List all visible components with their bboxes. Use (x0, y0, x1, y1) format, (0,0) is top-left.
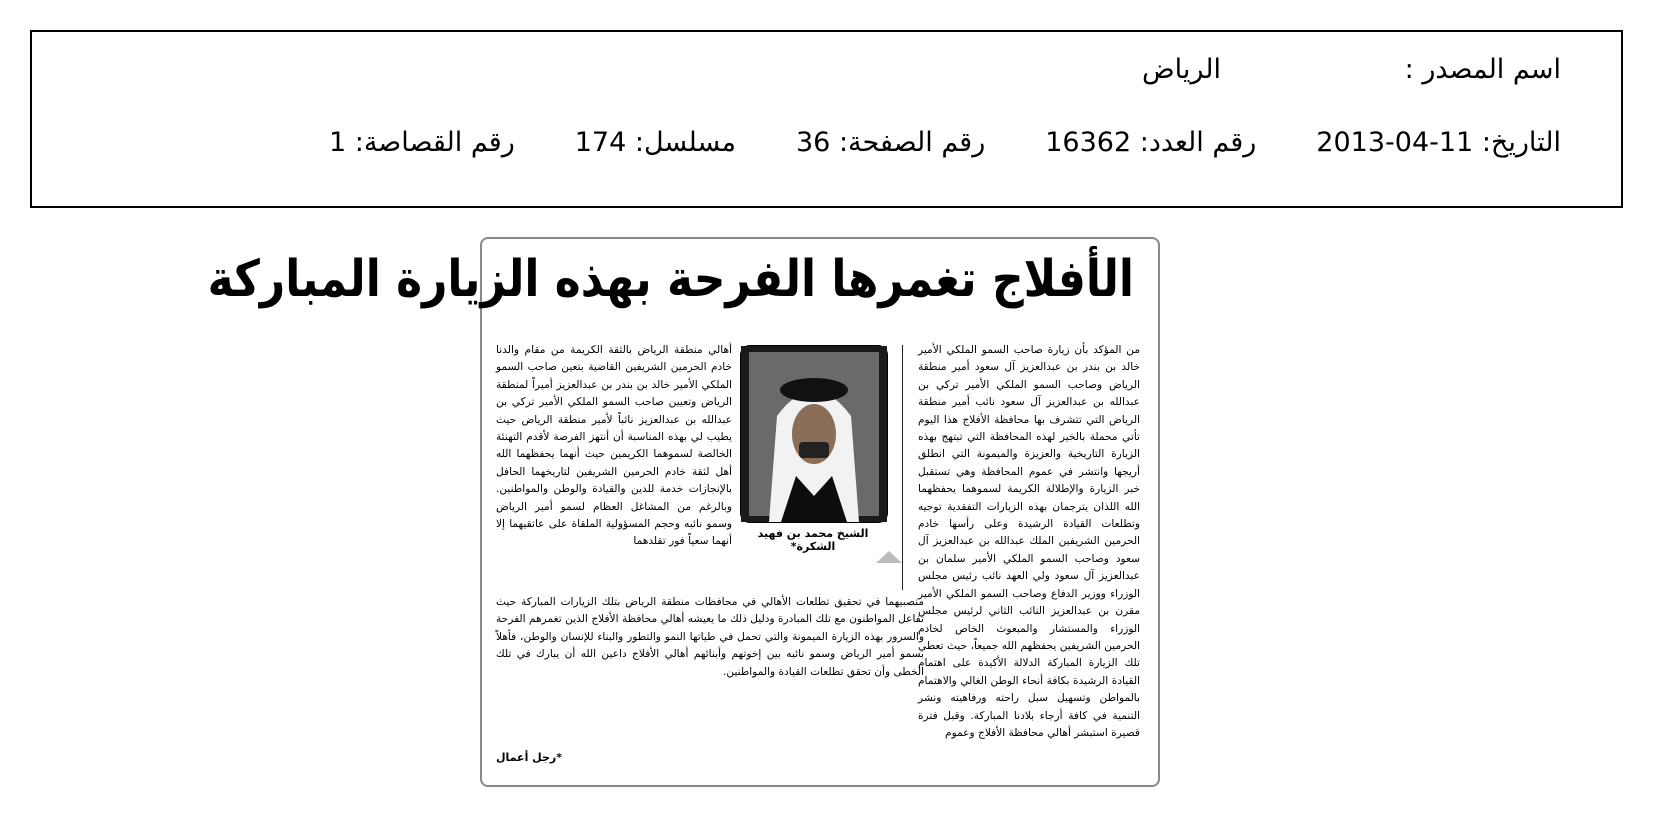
issue-number: رقم العدد: 16362 (1045, 127, 1257, 158)
source-label: اسم المصدر : (1404, 54, 1561, 85)
date-field: التاريخ: 11-04-2013 (1316, 127, 1561, 158)
serial-number: مسلسل: 174 (574, 127, 736, 158)
column-divider (902, 345, 903, 590)
author-photo (740, 345, 888, 523)
column-right-continued: السمو الملكي الأمير سلمان بن عبدالعزيز آل سعود ولي العهد نائب رئيس مجلس الوزراء ووزير الدفاع وصاحب السمو الملكي الأمير مقرن بن عبدالعزيز النائب الثاني لرئيس مجلس الوزراء والمستشار والمبعوث الخاص لخادم الحرمين الشريفين يحفظهم الله جميعاً، حيث تعطي تلك الزيارة المباركة الدلالة الأكيدة على اهتمام القيادة الرشيدة بكافة أنحاء الوطن الغالي والاهتمام بالمواطن وتسهيل سبل راحته ورفاهيته ونشر التنمية في كافة أرجاء بلادنا المباركة. وقبل فترة قصيرة استبشر أهالي محافظة الأفلاج وعموم (918, 552, 1140, 739)
article-column-right (918, 342, 1140, 742)
meta-row (269, 127, 1561, 158)
source-info-box (30, 30, 1623, 208)
clip-number: رقم القصاصة: 1 (328, 127, 515, 158)
page-number: رقم الصفحة: 36 (796, 127, 986, 158)
article-headline: الأفلاج تغمرها الفرحة بهذه الزيارة المباركة (207, 250, 1134, 309)
article-column-left: أهالي منطقة الرياض بالثقة الكريمة من مقام والدنا خادم الحرمين الشريفين القاضية بتعين صاحب السمو الملكي الأمير خالد بن بندر بن عبدالعزيز أميراً لمنطقة الرياض وتعيين صاحب السمو الملكي الأمير تركي بن عبدالله بن عبدالعزيز نائباً لأمير منطقة الرياض حيث يطيب لي بهذه المناسبة أن أنتهز الفرصة لأقدم التهنئة الخالصة لسموهما الكريمين حيث أنهما يحفظهما الله أهل لثقة خادم الحرمين الشريفين لتاريخهما الحافل بالإنجازات خدمة للدين والقيادة والوطن والمواطنين. وبالرغم من المشاغل العظام لسمو أمير الرياض وسمو نائبه وحجم المسؤولية الملقاة على عاتقيهما إلا أنهما سعياً فور تقلدهما (496, 344, 732, 548)
author-signature: *رجل أعمال (496, 751, 562, 764)
column-right-text: من المؤكد بأن زيارة صاحب السمو الملكي الأمير خالد بن بندر بن عبدالعزيز آل سعود أمير منطقة الرياض وصاحب السمو الملكي الأمير تركي بن عبدالله بن عبدالعزيز آل سعود نائب أمير منطقة الرياض التي تتشرف بها محافظة الأفلاج هذا اليوم تأتي محملة بالخير لهذه المحافظة التي تبتهج بهذه الزيارة التاريخية والعزيزة والميمونة التي انطلق أريجها وانتشر في عموم المحافظة وهي تستقبل خبر الزيارة والإطلالة الكريمة لسموهما يحفظهما الله اللذان يترجمان بهذه الزيارات التفقدية توجيه وتطلعات القيادة الرشيدة وعلى رأسها خادم الحرمين الشريفين الملك عبدالله بن عبدالعزيز آل سعود وصاحب (918, 344, 1140, 565)
article-column-bottom: منصبيهما في تحقيق تطلعات الأهالي في محافظات منطقة الرياض بتلك الزيارات المباركة حيث تفاعل المواطنون مع تلك المبادرة ودليل ذلك ما يعيشه أهالي محافظة الأفلاج الذين تغمرهم الفرحة والسرور بهذه الزيارة الميمونة والتي تحمل في طياتها النمو والتطور والبناء للإنسان والوطن، فأهلاً بسمو أمير الرياض وسمو نائبه بين إخوتهم وأبنائهم أهالي الأفلاج داعين الله أن يبارك في تلك الخطى وأن تحقق تطلعات القيادة والمواطنين. (496, 596, 924, 678)
photo-caption: الشيخ محمد بن فهيد الشكرة* (757, 527, 869, 553)
source-value: الرياض (1141, 54, 1221, 85)
newspaper-clipping (207, 237, 1160, 787)
